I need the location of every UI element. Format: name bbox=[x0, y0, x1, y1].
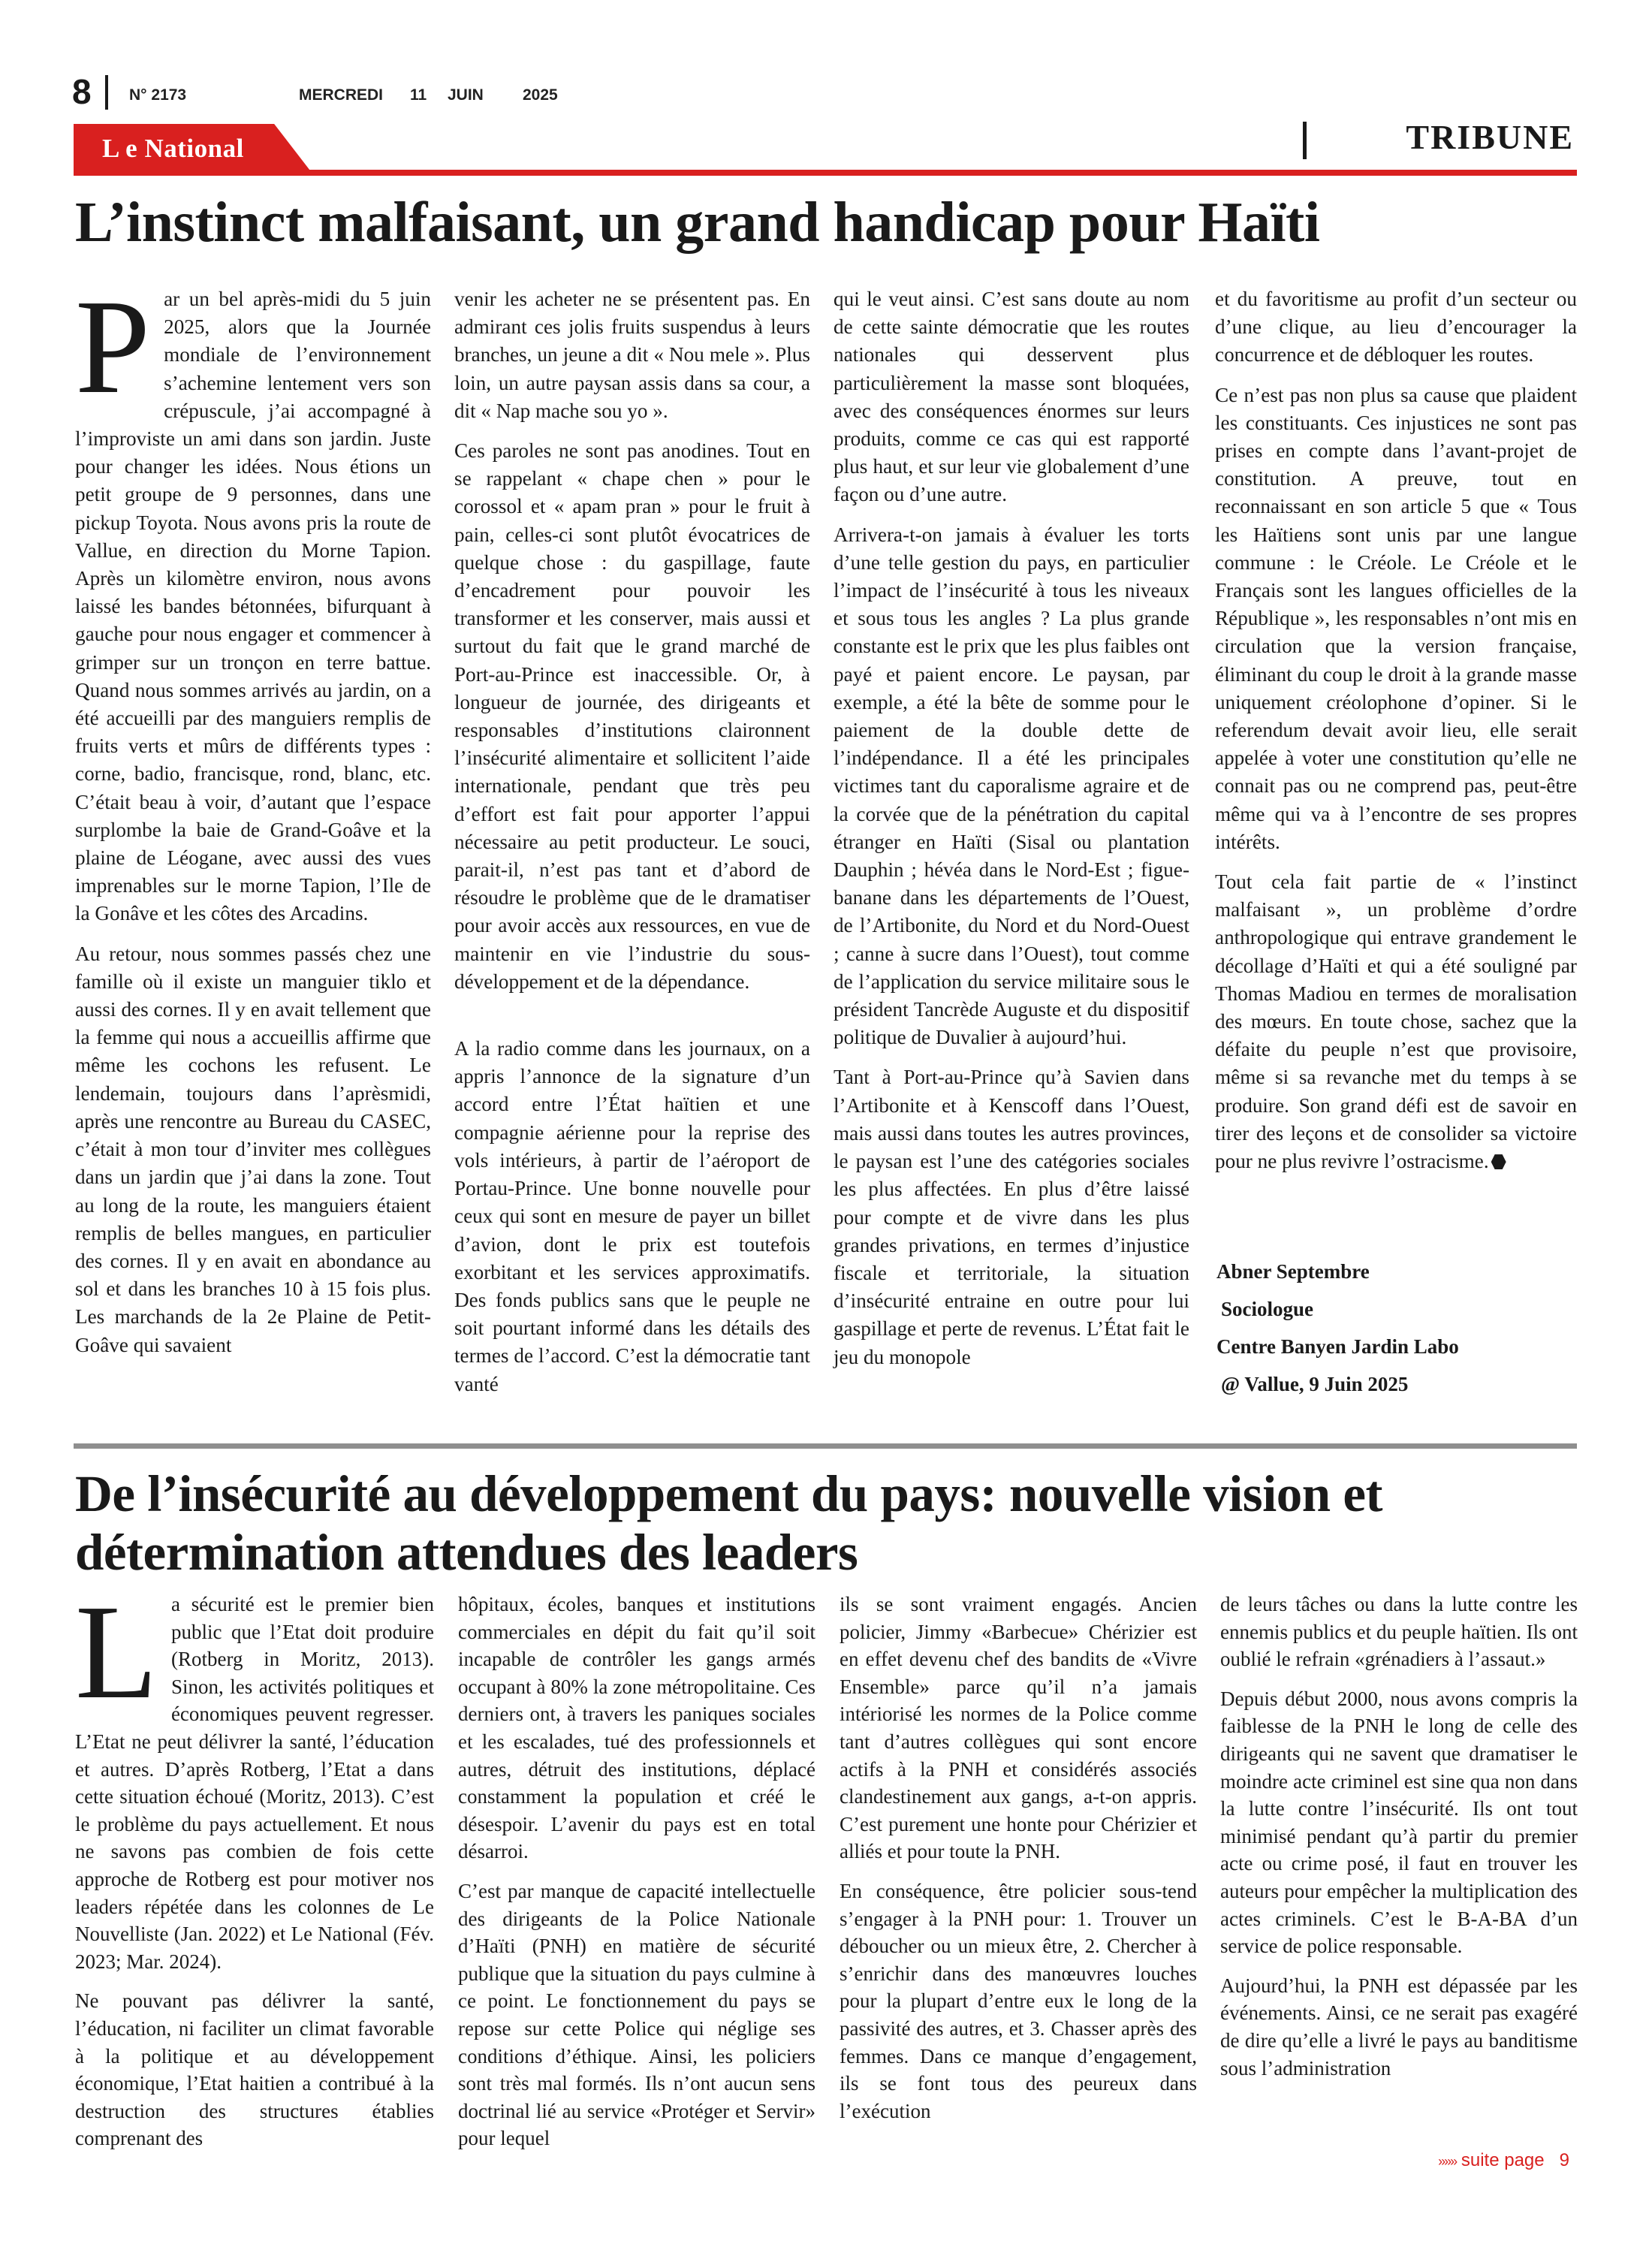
article2-paragraph: ils se sont vraiment engagés. Ancien policier, Jimmy «Barbecue» Chérizier est en effet devenu chef des bandits de «Vivre Ensemble» parce qu’il n’a jamais intériorisé les normes de la Police comme tant d’autres collègues qui sont encore actifs à la PNH et considérés associés clandestinement aux gangs, a-t-on appris. C’est purement une honte pour Chérizier et alliés et pour toute la PNH. bbox=[840, 1593, 1197, 1863]
article1-paragraph: Ce n’est pas non plus sa cause que plaident les constituants. Ces injustices ne sont pas prises en compte dans l’avant-projet de constitution. A preuve, tout en reconnaissant en son article 5 que « Tous les Haïtiens sont unis par une langue commune : le Créole. Le Créole et le Français sont les langues officielles de la République », les responsables n’ont mis en circulation que la version française, éliminant du coup le droit à la grande masse uniquement créolophone d’opiner. Si le referendum devait avoir lieu, elle serait appelée à voter une constitution qu’elle ne connait pas ou ne comprend pas, peut-être même qui va à l’encontre de ses propres intérêts. bbox=[1215, 383, 1577, 853]
article2-column-3 bbox=[840, 1591, 1197, 2125]
article2-paragraph: En conséquence, être policier sous-tend s’engager à la PNH pour: 1. Trouver un déboucher ou un mieux être, 2. Chercher à s’enrichir dans des manœuvres louches pour la plupart d’entre eux le long de la passivité des autres, et 3. Chasser après des femmes. Dans ce manque d’engagement, ils se font tous des peureux dans l’exécution bbox=[840, 1879, 1197, 2122]
article2-column-2 bbox=[458, 1591, 815, 2152]
author-place-date: @ Vallue, 9 Juin 2025 bbox=[1221, 1373, 1409, 1395]
dropcap: P bbox=[75, 272, 151, 421]
page-number-divider bbox=[105, 75, 108, 110]
dropcap: L bbox=[75, 1577, 158, 1727]
article2-column-1 bbox=[75, 1577, 434, 2152]
article1-paragraph: Arrivera-t-on jamais à évaluer les torts d’une telle gestion du pays, en particulier l’impact de l’insécurité à tous les niveaux et sous tous les angles ? La plus grande constante est le prix que les plus faibles ont payé et paient encore. Le paysan, par exemple, a été la bête de somme pour le paiement de la double dette de l’indépendance. Il a été les principales victimes tant du caporalisme agraire et de la corvée que de la pénétration du capital étranger en Haïti (Sisal ou plantation Dauphin ; hévéa dans le Nord-Est ; figue-banane dans les départements de l’Ouest, de l’Artibonite, du Nord et du Nord-Ouest ; canne à sucre dans l’Ouest), tout comme de l’application du service militaire sous le président Tancrède Auguste et du dispositif politique de Duvalier à aujourd’hui. bbox=[834, 523, 1189, 1049]
end-of-article-icon bbox=[1491, 1154, 1506, 1169]
paragraph-text: ar un bel après-midi du 5 juin 2025, alors que la Journée mondiale de l’environnement s’achemine lentement vers son crépuscule, j’ai accompagné à l’improviste un ami dans son jardin. Juste pour changer les idées. Nous étions un petit groupe de 9 personnes, dans une pickup Toyota. Nous avons pris la route de Vallue, en direction du Morne Tapion. Après un kilomètre environ, nous avons laissé les bandes bétonnées, bifurquant à gauche pour nous engager et commencer à grimper sur un tronçon en terre battue. Quand nous sommes arrivés au jardin, on a été accueilli par des manguiers remplis de fruits verts et mûrs de différents types : corne, badio, francisque, rond, blanc, etc. C’était beau à voir, d’autant que l’espace surplombe la baie de Grand-Goâve et la plaine de Léogane, avec aussi des vues imprenables sur le morne Tapion, l’Ile de la Gonâve et les côtes des Arcadins. bbox=[75, 288, 431, 925]
article1-paragraph: qui le veut ainsi. C’est sans doute au nom de cette sainte démocratie que les routes nationales qui desservent plus particulièrement la masse sont bloquées, avec des conséquences énormes sur leurs produits, comme ce cas qui est rapporté plus haut, et sur leur vie globalement d’une façon ou d’une autre. bbox=[834, 288, 1189, 506]
section-divider bbox=[1303, 122, 1307, 159]
paragraph-text: a sécurité est le premier bien public que l’Etat doit produire (Rotberg in Moritz, 2013). Sinon, les activités politiques et économiques peuvent regresser. L’Etat ne peut délivrer la santé, l’éducation et autres. D’après Rotberg, l’Etat a dans cette situation échoué (Moritz, 2013). C’est le problème du pays actuellement. Et nous ne savons pas combien de fois cette approche de Rotberg est pour motiver nos leaders répétée dans les colonnes de Le Nouvelliste (Jan. 2022) et Le National (Fév. 2023; Mar. 2024). bbox=[75, 1593, 434, 1973]
continuation-page: 9 bbox=[1559, 2150, 1569, 2170]
article2-paragraph: C’est par manque de capacité intellectuelle des dirigeants de la Police Nationale d’Haïti (PNH) en matière de sécurité publique que la situation du pays culmine à ce point. Le fonctionnement du pays se repose sur cette Police qui néglige ses conditions d’éthique. Ainsi, les policiers sont très mal formés. Ils n’ont aucun sens doctrinal lié au service «Protéger et Servir» pour lequel bbox=[458, 1879, 815, 2150]
date-month: JUIN bbox=[448, 86, 484, 104]
header-rule bbox=[74, 170, 1577, 176]
article1-column-2 bbox=[454, 285, 810, 1398]
article1-headline: L’instinct malfaisant, un grand handicap pour Haïti bbox=[75, 191, 1320, 254]
author-name: Abner Septembre bbox=[1216, 1260, 1370, 1283]
article1-column-4 bbox=[1215, 285, 1577, 1175]
article1-paragraph: A la radio comme dans les journaux, on a appris l’annonce de la signature d’un accord entre l’État haïtien et une compagnie aérienne pour la reprise des vols intérieurs, à partir de l’aéroport de Portau-Prince. Une bonne nouvelle pour ceux qui sont en mesure de payer un billet d’avion, dont le prix est toutefois exorbitant et les services approximatifs. Des fonds publics sans que le peuple ne soit pourtant informé dans les détails des termes de l’accord. C’est la démocratie tant vanté bbox=[454, 1037, 810, 1395]
article2-paragraph: hôpitaux, écoles, banques et institutions commerciales en dépit du fait qu’il soit incapable de contrôler les gangs armés occupant à 80% la zone métropolitaine. Ces derniers ont, à travers les paniques sociales et les escalades, tué des professionnels et autres, détruit des institutions, déplacé constamment la population et créé le désespoir. L’avenir du pays est en total désarroi. bbox=[458, 1593, 815, 1863]
paragraph-text: Tout cela fait partie de « l’instinct malfaisant », un problème d’ordre anthropologique qui entrave grandement le décollage d’Haïti et qui a été souligné par Thomas Madiou en termes de moralisation des mœurs. En toute chose, sachez que la défaite du peuple n’est que provisoire, même si sa revanche met du temps à se produire. Son grand défi est de savoir en tirer des leçons et de consolider sa victoire pour ne plus revivre l’ostracisme. bbox=[1215, 870, 1577, 1173]
page-number: 8 bbox=[72, 72, 92, 111]
article1-paragraph bbox=[1215, 868, 1577, 1175]
article2-column-4 bbox=[1220, 1591, 1578, 2082]
author-organization: Centre Banyen Jardin Labo bbox=[1216, 1335, 1459, 1358]
article2-headline: De l’insécurité au développement du pays: nouvelle vision et détermination attendues des leaders bbox=[75, 1465, 1382, 1581]
author-role: Sociologue bbox=[1221, 1298, 1314, 1320]
continuation-label: suite page bbox=[1461, 2150, 1545, 2170]
continuation-link[interactable] bbox=[1438, 2149, 1569, 2173]
article2-paragraph: Ne pouvant pas délivrer la santé, l’éducation, ni faciliter un climat favorable à la politique et au développement économique, l’Etat haitien a contribué à la destruction des structures établies comprenant des bbox=[75, 1989, 434, 2150]
article2-paragraph: Depuis début 2000, nous avons compris la faiblesse de la PNH le long de celle des dirigeants qui ne savent que dramatiser le moindre acte criminel est sine qua non dans la lutte contre l’insécurité. Ils ont tout minimisé pendant qu’à partir du premier acte ou crime posé, il faut en trouver les auteurs pour empêcher la multiplication des actes criminels. C’est le B-A-BA d’un service de police responsable. bbox=[1220, 1687, 1578, 1958]
date-weekday: MERCREDI bbox=[299, 86, 384, 104]
section-name: TRIBUNE bbox=[1406, 118, 1574, 156]
article2-paragraph: de leurs tâches ou dans la lutte contre les ennemis publics et du peuple haïtien. Ils ont oublié le refrain «grénadiers à l’assaut.» bbox=[1220, 1593, 1578, 1671]
date-year: 2025 bbox=[523, 86, 558, 104]
article1-column-3 bbox=[834, 285, 1189, 1371]
date-day: 11 bbox=[410, 86, 427, 104]
article1-paragraph bbox=[75, 272, 431, 928]
article1-column-1 bbox=[75, 272, 431, 1359]
article1-paragraph: et du favoritisme au profit d’un secteur ou d’une clique, au lieu d’encourager la concurrence et de débloquer les routes. bbox=[1215, 288, 1577, 366]
brand-name: L e National bbox=[102, 134, 244, 163]
article-divider bbox=[74, 1443, 1577, 1449]
article2-paragraph bbox=[75, 1577, 434, 1975]
issue-number: N° 2173 bbox=[129, 86, 187, 104]
article2-paragraph: Aujourd’hui, la PNH est dépassée par les événements. Ainsi, ce ne serait pas exagéré de dire qu’elle a livré le pays au banditisme sous l’administration bbox=[1220, 1974, 1578, 2080]
article1-paragraph: Tant à Port-au-Prince qu’à Savien dans l’Artibonite et à Kenscoff dans l’Ouest, mais aussi dans toutes les autres provinces, le paysan est l’une des catégories sociales les plus affectées. En plus d’être laissé pour compte et de vivre dans les plus grandes privations, en termes d’injustice fiscale et territoriale, la situation d’insécurité entraine en outre pour lui gaspillage et perte de revenus. L’État fait le jeu du monopole bbox=[834, 1066, 1189, 1368]
article1-paragraph: venir les acheter ne se présentent pas. En admirant ces jolis fruits suspendus à leurs branches, un jeune a dit « Nou mele ». Plus loin, un autre paysan assis dans sa cour, a dit « Nap mache sou yo ». bbox=[454, 288, 810, 422]
article1-paragraph: Au retour, nous sommes passés chez une famille où il existe un manguier tiklo et aussi des cornes. Il y en avait tellement que la femme qui nous a accueillis affirme que même les cochons les refusent. Le lendemain, toujours dans l’aprèsmidi, après une rencontre au Bureau du CASEC, c’était à mon tour d’inviter mes collègues dans un jardin que j’ai dans la zone. Tout au long de la route, les manguiers étaient remplis de belles mangues, en particulier des cornes. Il y en avait en abondance au sol et dans les branches 10 à 15 fois plus. Les marchands de la 2e Plaine de Petit-Goâve qui savaient bbox=[75, 942, 431, 1356]
article1-paragraph: Ces paroles ne sont pas anodines. Tout en se rappelant « chape chen » pour le corossol et « apam pran » pour le fruit à pain, celles-ci sont plutôt évocatrices de quelque chose : du gaspillage, faute d’encadrement pour pouvoir les transformer et les conserver, mais aussi et surtout du fait que le grand marché de Port-au-Prince est inaccessible. Or, à longueur de journée, des dirigeants et responsables d’institutions claironnent l’insécurité alimentaire et sollicitent l’aide internationale, pendant que très peu d’effort est fait pour apporter l’appui nécessaire au petit producteur. Le souci, parait-il, n’est pas tant et d’abord de résoudre le problème que de le dramatiser pour avoir accès aux ressources, en vue de maintenir en vie l’industrie du sous-développement et de la dépendance. bbox=[454, 439, 810, 993]
continuation-arrows-icon: »»» bbox=[1438, 2154, 1457, 2169]
